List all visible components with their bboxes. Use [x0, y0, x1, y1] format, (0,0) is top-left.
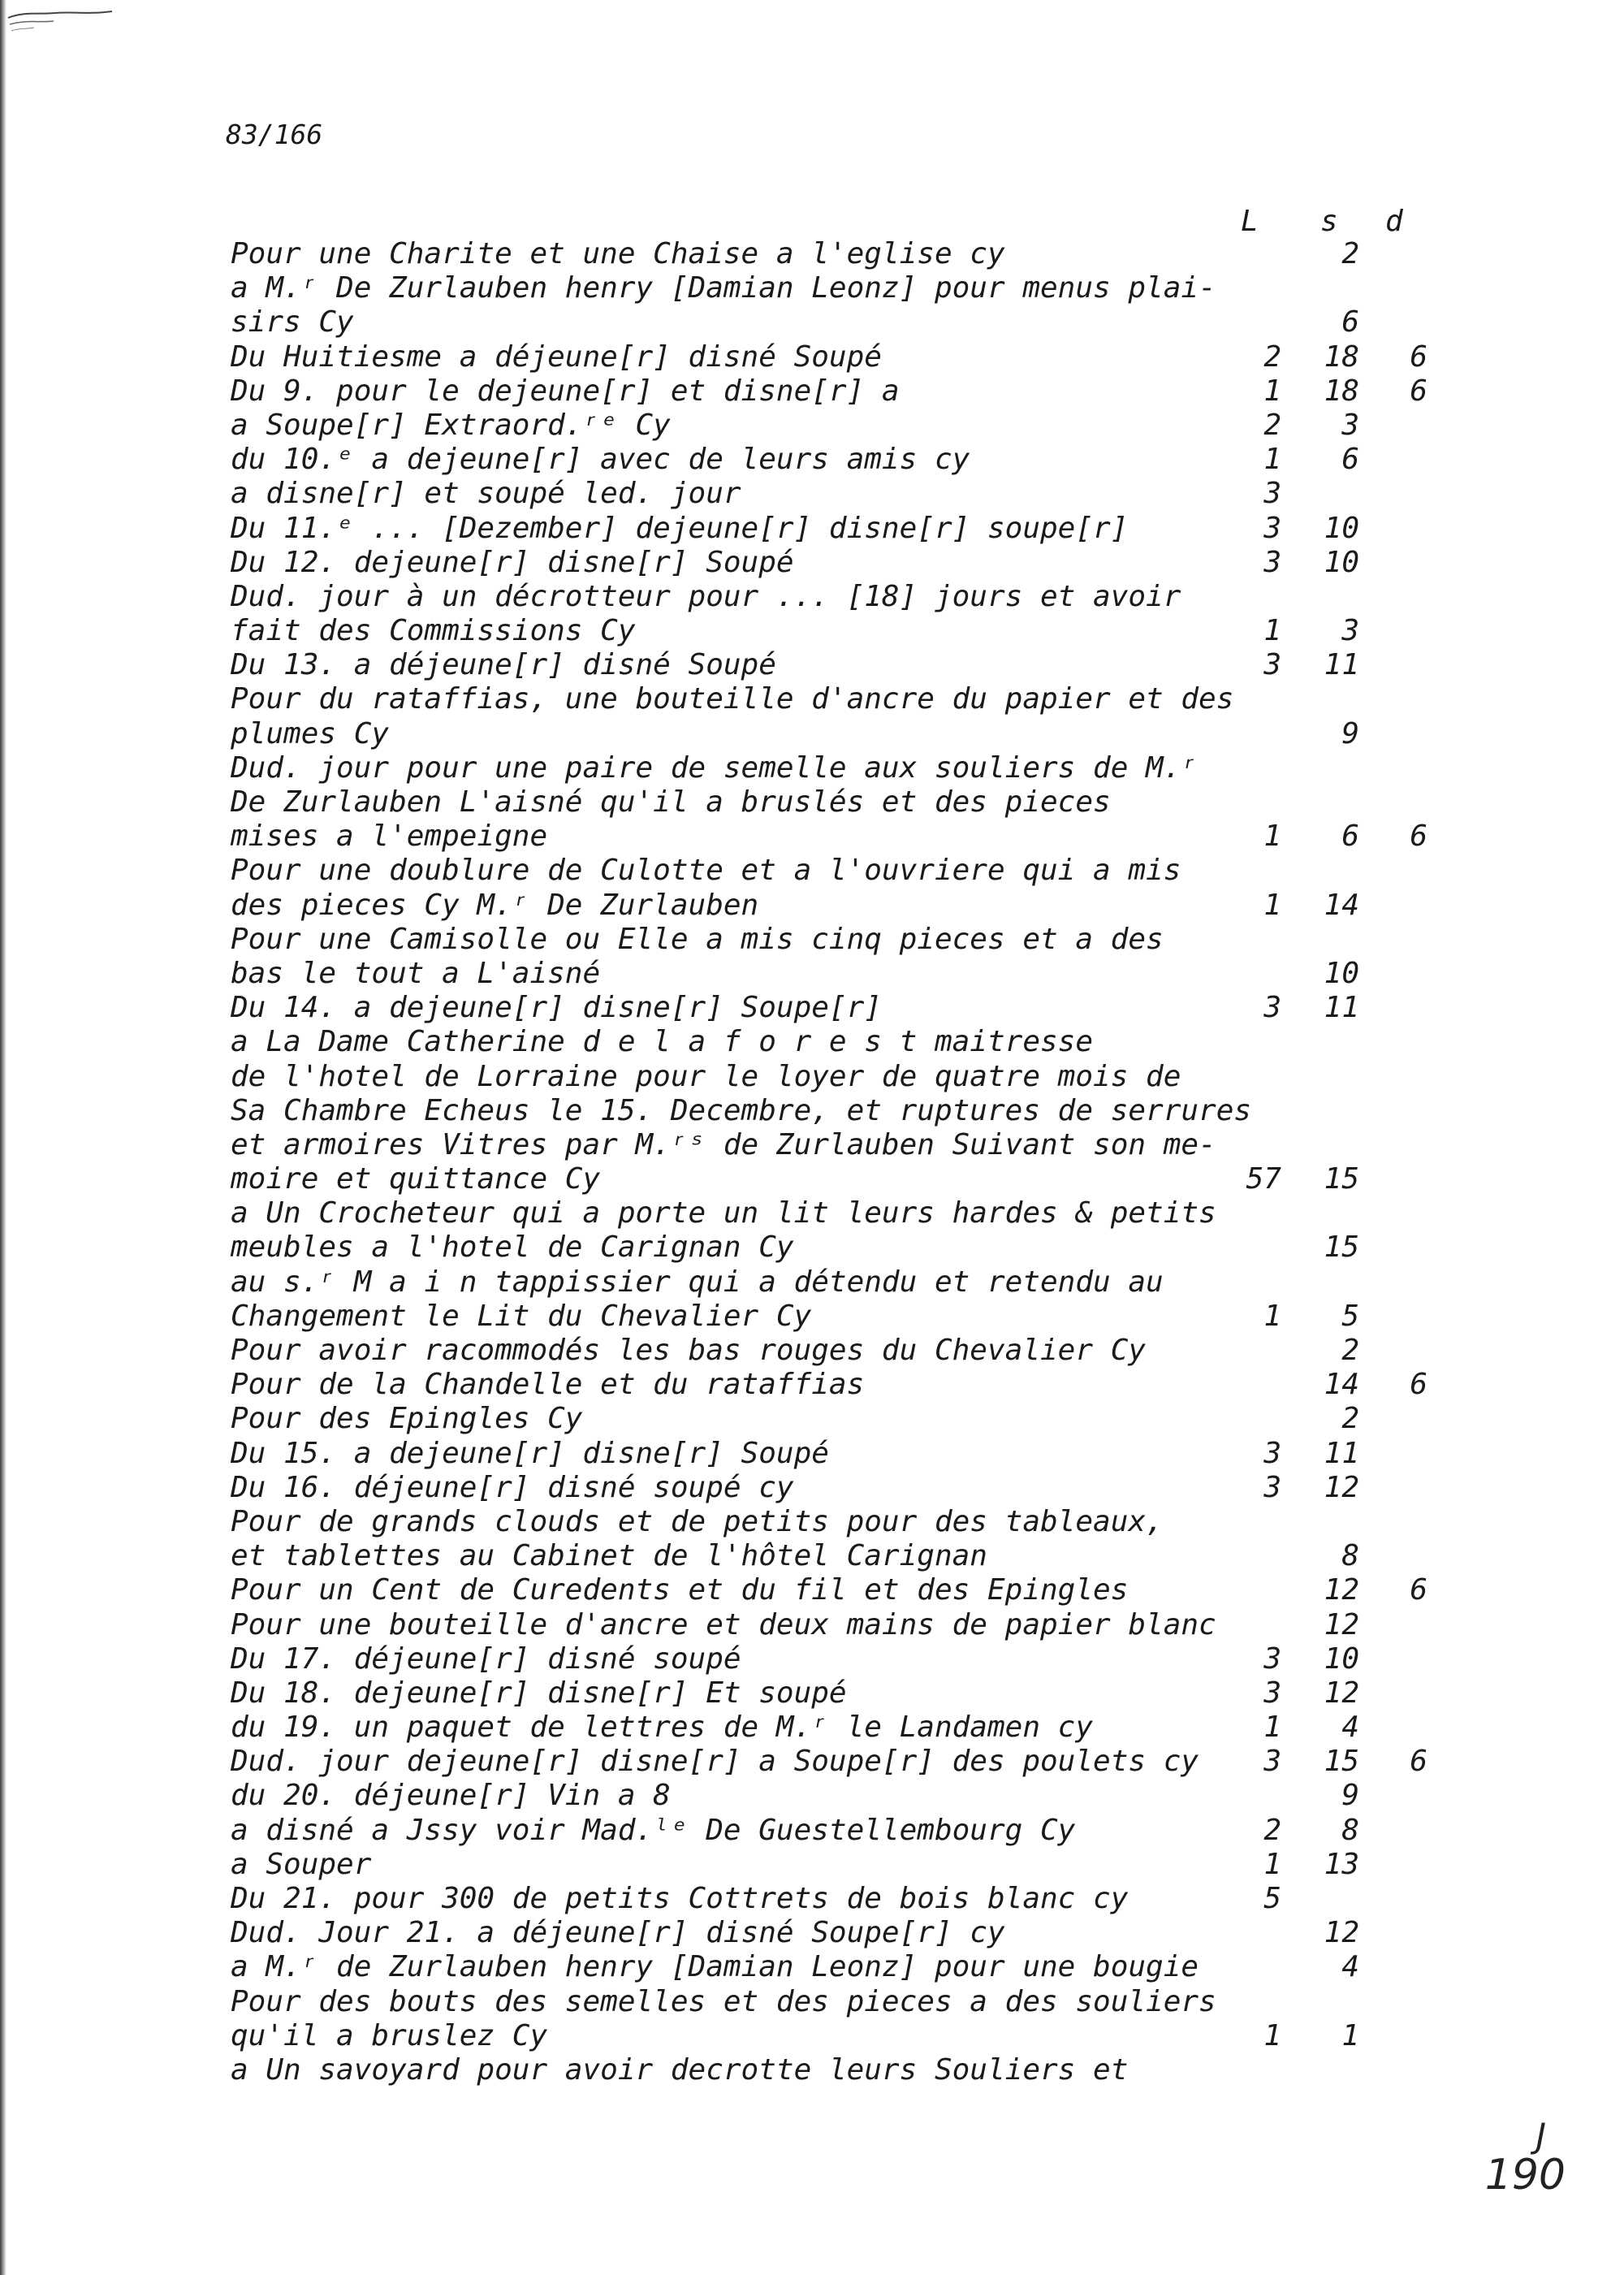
amount-livres: 1 [1263, 1847, 1281, 1881]
entry-text: Du 9. pour le dejeune[r] et disne[r] a [231, 374, 900, 408]
amount-livres: 3 [1263, 477, 1281, 511]
ledger-row [226, 820, 1444, 854]
ledger-row [226, 923, 1444, 957]
ledger-row [226, 1300, 1444, 1334]
entry-text: et armoires Vitres par M.ʳˢ de Zurlauben Suivant son me- [231, 1127, 1216, 1161]
ledger-row [226, 2053, 1444, 2087]
ledger-row [226, 512, 1444, 546]
ledger-row [226, 1676, 1444, 1711]
ledger-row [226, 1916, 1444, 1950]
amount-sols: 8 [1341, 1813, 1359, 1847]
ledger-row [226, 785, 1444, 820]
ledger-row [226, 751, 1444, 785]
ledger-row [226, 991, 1444, 1025]
page-number: 190 [1484, 2151, 1566, 2199]
entry-text: Du 14. a dejeune[r] disne[r] Soupe[r] [231, 991, 882, 1025]
amount-sols: 12 [1324, 1607, 1359, 1641]
ledger-row [226, 1265, 1444, 1300]
amount-livres: 2 [1263, 1813, 1281, 1847]
entry-text: fait des Commissions Cy [231, 614, 636, 648]
ledger-entries [226, 237, 1444, 2087]
column-header-deniers: d [1385, 205, 1403, 238]
amount-livres: 3 [1263, 648, 1281, 682]
amount-sols: 8 [1341, 1539, 1359, 1573]
entry-text: a M.ʳ De Zurlauben henry [Damian Leonz] pour menus plai- [231, 271, 1216, 305]
ledger-row [226, 1985, 1444, 2019]
ledger-row [226, 1642, 1444, 1676]
amount-sols: 14 [1324, 1368, 1359, 1402]
entry-text: au s.ʳ M a i n tappissier qui a détendu et retendu au [231, 1265, 1164, 1299]
ledger-row [226, 854, 1444, 888]
amount-livres: 1 [1263, 1299, 1281, 1333]
entry-text: Du 18. dejeune[r] disne[r] Et soupé [231, 1676, 847, 1710]
entry-text: Pour une bouteille d'ancre et deux mains de papier blanc [231, 1607, 1216, 1641]
amount-sols: 10 [1324, 1641, 1359, 1676]
entry-text: Pour de grands clouds et de petits pour des tableaux, [231, 1504, 1164, 1538]
amount-sols: 6 [1341, 820, 1359, 854]
folio-reference: 83/166 [226, 119, 323, 150]
entry-text: a Soupe[r] Extraord.ʳᵉ Cy [231, 408, 671, 442]
amount-livres: 1 [1263, 888, 1281, 922]
amount-sols: 11 [1324, 648, 1359, 682]
ledger-row [226, 1573, 1444, 1607]
amount-sols: 10 [1324, 511, 1359, 545]
column-header-sols: s [1320, 205, 1338, 238]
ledger-row [226, 305, 1444, 340]
ledger-row [226, 682, 1444, 716]
ledger-row [226, 1196, 1444, 1230]
ledger-row [226, 271, 1444, 305]
amount-deniers: 6 [1410, 1745, 1427, 1779]
entry-text: Pour du rataffias, une bouteille d'ancre du papier et des [231, 682, 1234, 716]
entry-text: Du 15. a dejeune[r] disne[r] Soupé [231, 1436, 829, 1470]
entry-text: a M.ʳ de Zurlauben henry [Damian Leonz] pour une bougie [231, 1950, 1199, 1984]
amount-livres: 1 [1263, 2018, 1281, 2052]
amount-sols: 5 [1341, 1299, 1359, 1333]
amount-livres: 1 [1263, 1711, 1281, 1745]
ledger-row [226, 1745, 1444, 1779]
entry-text: Du Huitiesme a déjeune[r] disné Soupé [231, 340, 882, 374]
entry-text: du 19. un paquet de lettres de M.ʳ le Landamen cy [231, 1711, 1094, 1745]
amount-livres: 3 [1263, 1745, 1281, 1779]
entry-text: a Un Crocheteur qui a porte un lit leurs hardes & petits [231, 1196, 1216, 1230]
amount-sols: 12 [1324, 1916, 1359, 1950]
ledger-row [226, 340, 1444, 374]
amount-sols: 6 [1341, 305, 1359, 340]
amount-sols: 10 [1324, 956, 1359, 990]
amount-sols: 13 [1324, 1847, 1359, 1881]
entry-text: Dud. Jour 21. a déjeune[r] disné Soupe[r] cy [231, 1916, 1005, 1950]
ledger-row [226, 1230, 1444, 1265]
entry-text: Du 12. dejeune[r] disne[r] Soupé [231, 545, 794, 579]
entry-text: bas le tout a L'aisné [231, 956, 601, 990]
amount-livres: 3 [1263, 511, 1281, 545]
entry-text: du 20. déjeune[r] Vin a 8 [231, 1779, 671, 1813]
entry-text: Dud. jour pour une paire de semelle aux souliers de M.ʳ [231, 750, 1199, 785]
ledger-row [226, 477, 1444, 511]
entry-text: mises a l'empeigne [231, 820, 548, 854]
amount-sols: 12 [1324, 1470, 1359, 1504]
amount-deniers: 6 [1410, 820, 1427, 854]
amount-deniers: 6 [1410, 374, 1427, 408]
amount-sols: 15 [1324, 1230, 1359, 1265]
amount-livres: 2 [1263, 340, 1281, 374]
ledger-row [226, 546, 1444, 580]
entry-text: Pour des Epingles Cy [231, 1402, 583, 1436]
ledger-row [226, 889, 1444, 923]
entry-text: Pour une doublure de Culotte et a l'ouvriere qui a mis [231, 854, 1181, 888]
entry-text: sirs Cy [231, 305, 354, 340]
ledger-row [226, 957, 1444, 991]
ledger-row [226, 1437, 1444, 1471]
entry-text: Dud. jour à un décrotteur pour ... [18] jours et avoir [231, 579, 1181, 613]
entry-text: qu'il a bruslez Cy [231, 2018, 548, 2052]
ledger-row [226, 614, 1444, 648]
amount-sols: 4 [1341, 1711, 1359, 1745]
ledger-row [226, 580, 1444, 614]
ledger-row [226, 1539, 1444, 1573]
amount-sols: 18 [1324, 374, 1359, 408]
amount-sols: 18 [1324, 340, 1359, 374]
amount-sols: 4 [1341, 1950, 1359, 1984]
check-mark: J [1535, 2116, 1546, 2156]
entry-text: et tablettes au Cabinet de l'hôtel Carignan [231, 1539, 987, 1573]
amount-sols: 11 [1324, 1436, 1359, 1470]
entry-text: du 10.ᵉ a dejeune[r] avec de leurs amis cy [231, 443, 970, 477]
entry-text: des pieces Cy M.ʳ De Zurlauben [231, 888, 759, 922]
ledger-row [226, 443, 1444, 477]
amount-livres: 1 [1263, 614, 1281, 648]
amount-sols: 9 [1341, 1779, 1359, 1813]
ledger-row [226, 1334, 1444, 1368]
column-header-livres: L [1241, 205, 1259, 238]
entry-text: Changement le Lit du Chevalier Cy [231, 1299, 812, 1333]
entry-text: Pour une Camisolle ou Elle a mis cinq pieces et a des [231, 922, 1164, 956]
entry-text: meubles a l'hotel de Carignan Cy [231, 1230, 794, 1265]
ledger-row [226, 1711, 1444, 1745]
ledger-row [226, 1368, 1444, 1402]
amount-sols: 2 [1341, 1402, 1359, 1436]
ledger-row [226, 1814, 1444, 1848]
ledger-row [226, 409, 1444, 443]
amount-deniers: 6 [1410, 340, 1427, 374]
amount-livres: 5 [1263, 1882, 1281, 1915]
ledger-row [226, 1608, 1444, 1642]
ledger-row [226, 1402, 1444, 1436]
entry-text: De Zurlauben L'aisné qu'il a bruslés et des pieces [231, 785, 1111, 819]
amount-livres: 57 [1246, 1162, 1281, 1196]
amount-livres: 3 [1263, 1641, 1281, 1676]
amount-sols: 15 [1324, 1162, 1359, 1196]
amount-livres: 1 [1263, 820, 1281, 854]
amount-sols: 2 [1341, 1334, 1359, 1367]
amount-livres: 1 [1263, 374, 1281, 408]
amount-deniers: 6 [1410, 1368, 1427, 1402]
ledger-row [226, 717, 1444, 751]
ledger-row [226, 1882, 1444, 1916]
entry-text: Du 17. déjeune[r] disné soupé [231, 1641, 741, 1676]
entry-text: moire et quittance Cy [231, 1162, 601, 1196]
ledger-row [226, 1505, 1444, 1539]
amount-deniers: 6 [1410, 1573, 1427, 1607]
entry-text: de l'hotel de Lorraine pour le loyer de quatre mois de [231, 1059, 1181, 1093]
entry-text: a La Dame Catherine d e l a f o r e s t maitresse [231, 1025, 1094, 1059]
amount-sols: 6 [1341, 443, 1359, 477]
ledger-row [226, 1950, 1444, 1984]
amount-sols: 12 [1324, 1573, 1359, 1607]
amount-sols: 3 [1341, 614, 1359, 648]
entry-text: a disné a Jssy voir Mad.ˡᵉ De Guestellembourg Cy [231, 1813, 1076, 1847]
entry-text: Pour des bouts des semelles et des pieces a des souliers [231, 1984, 1216, 2018]
amount-livres: 3 [1263, 991, 1281, 1025]
ledger-row [226, 1162, 1444, 1196]
scan-page-edge [0, 0, 6, 2275]
ledger-row [226, 1779, 1444, 1813]
ledger-row [226, 1094, 1444, 1128]
amount-sols: 15 [1324, 1745, 1359, 1779]
entry-text: Pour avoir racommodés les bas rouges du Chevalier Cy [231, 1334, 1147, 1367]
entry-text: plumes Cy [231, 716, 390, 750]
amount-sols: 3 [1341, 408, 1359, 442]
entry-text: Pour une Charite et une Chaise a l'eglise cy [231, 237, 1005, 270]
ledger-row [226, 1128, 1444, 1162]
ledger-row [226, 1060, 1444, 1094]
entry-text: Du 21. pour 300 de petits Cottrets de bois blanc cy [231, 1882, 1129, 1915]
entry-text: Du 13. a déjeune[r] disné Soupé [231, 648, 776, 682]
ledger-row [226, 374, 1444, 409]
amount-livres: 3 [1263, 1436, 1281, 1470]
amount-sols: 14 [1324, 888, 1359, 922]
amount-livres: 3 [1263, 1470, 1281, 1504]
amount-sols: 1 [1341, 2018, 1359, 2052]
amount-sols: 12 [1324, 1676, 1359, 1710]
amount-livres: 1 [1263, 443, 1281, 477]
ledger-row [226, 648, 1444, 682]
ledger-row [226, 2019, 1444, 2053]
entry-text: a Un savoyard pour avoir decrotte leurs Souliers et [231, 2052, 1129, 2087]
entry-text: a Souper [231, 1847, 372, 1881]
entry-text: Pour un Cent de Curedents et du fil et des Epingles [231, 1573, 1129, 1607]
ledger-row [226, 237, 1444, 271]
amount-livres: 3 [1263, 545, 1281, 579]
amount-sols: 9 [1341, 716, 1359, 750]
entry-text: Du 16. déjeune[r] disné soupé cy [231, 1470, 794, 1504]
entry-text: a disne[r] et soupé led. jour [231, 477, 741, 511]
amount-sols: 2 [1341, 237, 1359, 270]
entry-text: Du 11.ᵉ ... [Dezember] dejeune[r] disne[r] soupe[r] [231, 511, 1129, 545]
amount-sols: 10 [1324, 545, 1359, 579]
entry-text: Sa Chambre Echeus le 15. Decembre, et ruptures de serrures [231, 1093, 1252, 1127]
ledger-row [226, 1025, 1444, 1059]
entry-text: Dud. jour dejeune[r] disne[r] a Soupe[r] des poulets cy [231, 1745, 1199, 1779]
amount-livres: 2 [1263, 408, 1281, 442]
entry-text: Pour de la Chandelle et du rataffias [231, 1368, 865, 1402]
ledger-row [226, 1848, 1444, 1882]
amount-livres: 3 [1263, 1676, 1281, 1710]
amount-sols: 11 [1324, 991, 1359, 1025]
scan-smudge-mark [6, 6, 120, 39]
ledger-row [226, 1471, 1444, 1505]
